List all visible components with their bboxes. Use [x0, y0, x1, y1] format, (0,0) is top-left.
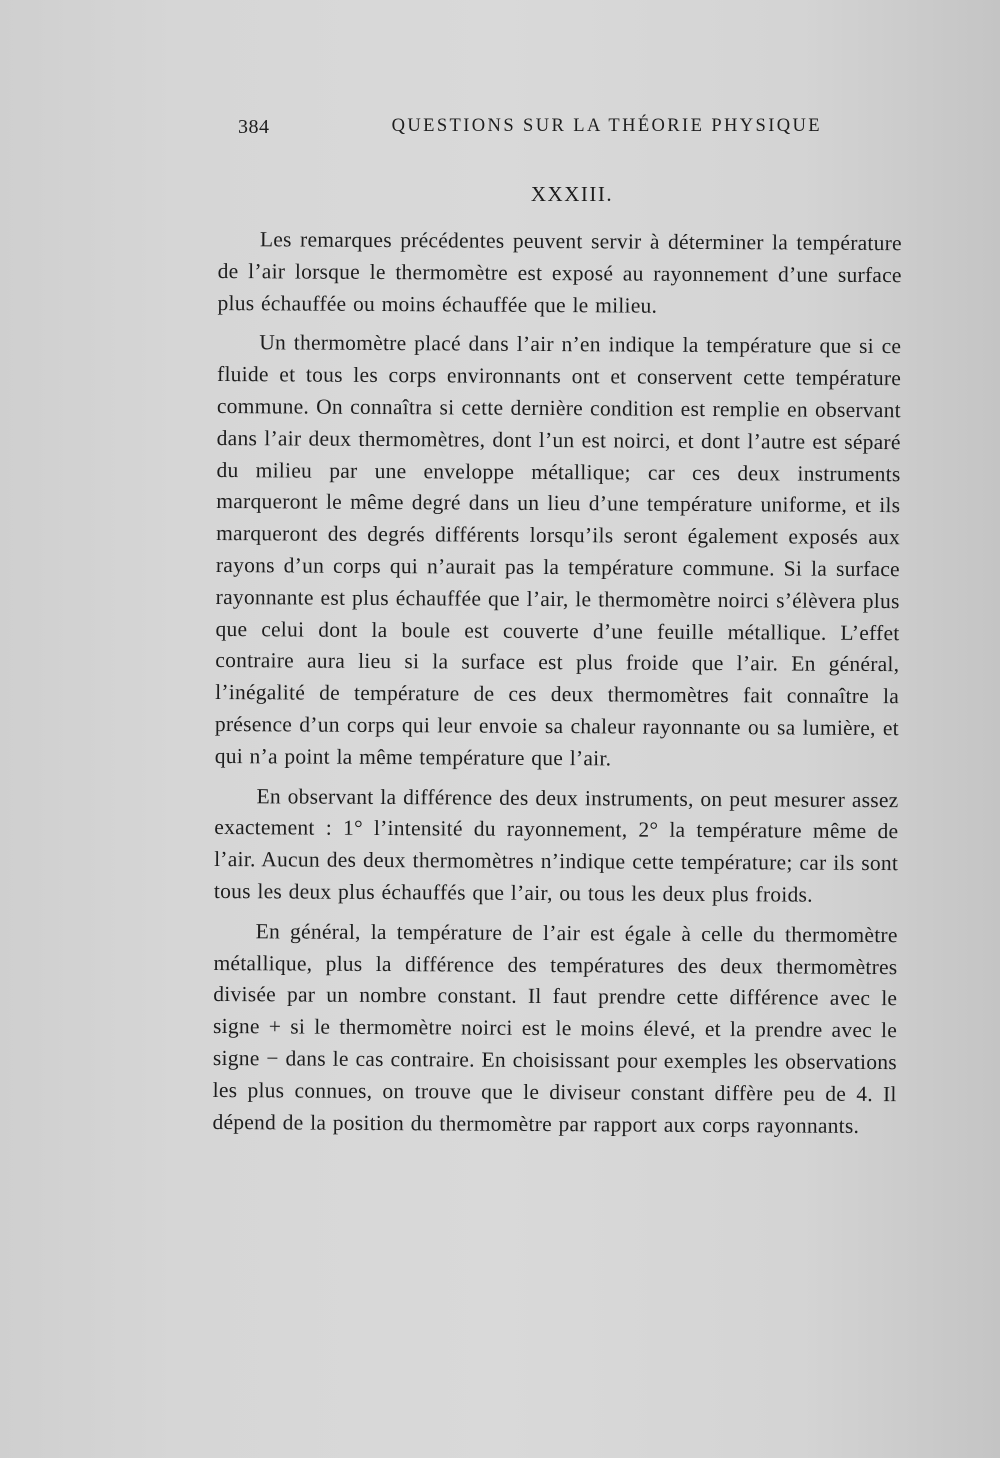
running-title: QUESTIONS SUR LA THÉORIE PHYSIQUE [391, 116, 822, 136]
body-text [212, 224, 902, 1150]
paragraph-1: Les remarques précédentes peuvent servir à déterminer la température de l’air lorsque le thermomètre est exposé au rayonnement d’une surface plus échauffée ou moins échauffée que le milieu. [217, 227, 902, 318]
page-header [238, 116, 822, 148]
paragraph-4: En général, la température de l’air est égale à celle du thermomètre métallique, plus la différence des températures des deux thermomètres divisée par un nombre constant. Il faut prendre cette différence avec le signe + si le thermomètre noirci est le moins élevé, et la prendre avec le signe − dans le cas contraire. En choisissant pour exemples les observations les plus connues, on trouve que le diviseur constant diffère peu de 4. Il dépend de la position du thermomètre par rapport aux corps rayonnants. [212, 918, 898, 1138]
paragraph-3: En observant la différence des deux instruments, on peut mesurer assez exactement : 1° l’intensité du rayonnement, 2° la température même de l’air. Aucun des deux thermomètres n’indique cette température; car ils sont tous les deux plus échauffés que l’air, ou tous les deux plus froids. [213, 783, 899, 907]
paragraph-2: Un thermomètre placé dans l’air n’en indique la température que si ce fluide et tous les corps environnants ont et conservent cette température commune. On connaîtra si cette dernière condition est remplie en observant dans l’air deux thermomètres, dont l’un est noirci, et dont l’autre est séparé du milieu par une enveloppe métallique; car ces deux instruments marqueront le même degré dans un lieu d’une température uniforme, et ils marqueront des degrés différents lorsqu’ils seront également exposés aux rayons d’un corps qui n’aurait pas la température commune. Si la surface rayonnante est plus échauffée que l’air, le thermomètre noirci s’élèvera plus que celui dont la boule est couverte d’une feuille métallique. L’effet contraire aura lieu si la surface est plus froide que l’air. En général, l’inégalité de température de ces deux thermomètres fait connaître la présence d’un corps qui leur envoie sa chaleur rayonnante ou sa lumière, et qui n’a point la même température que l’air. [214, 330, 902, 771]
section-title: XXXIII. [530, 182, 614, 206]
page-number: 384 [238, 116, 270, 138]
